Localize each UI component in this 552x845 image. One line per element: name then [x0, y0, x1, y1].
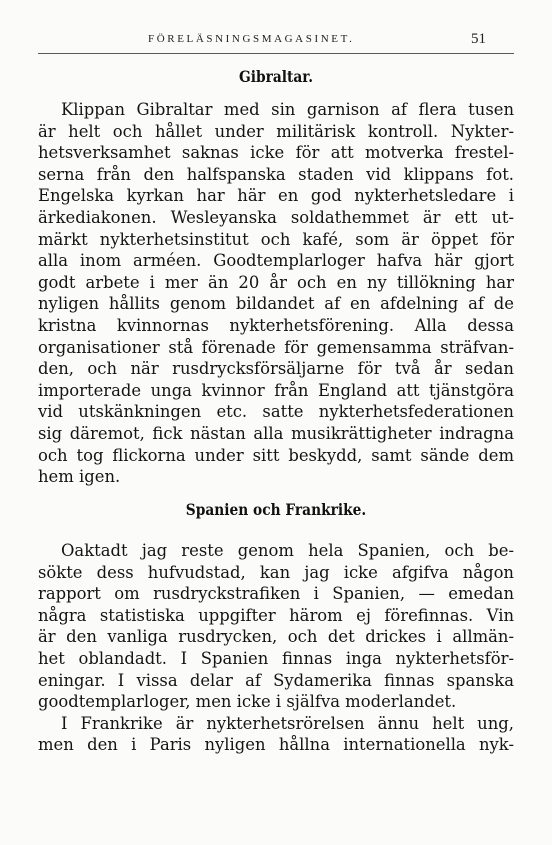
section-heading-spanien-frankrike: Spanien och Frankrike.: [185, 500, 367, 519]
text-line: nyligen hållits genom bildandet af en afdelning af de: [38, 294, 514, 314]
text-line: är helt och hållet under militärisk kontroll. Nykter-: [38, 121, 514, 141]
text-line: sig däremot, fick nästan alla musikrättigheter indragna: [38, 423, 514, 443]
text-line: märkt nykterhetsinstitut och kafé, som är öppet för: [38, 229, 514, 249]
text-line: goodtemplarloger, men icke i själfva moderlandet.: [38, 692, 457, 712]
text-line: men den i Paris nyligen hållna internationella nyk-: [38, 735, 514, 755]
header-rule: [38, 53, 514, 54]
page-number: 51: [471, 31, 486, 47]
running-title: FÖRELÄSNINGSMAGASINET.: [148, 33, 355, 45]
paragraph-gibraltar: [38, 99, 514, 488]
text-line: hetsverksamhet saknas icke för att motverka frestel-: [38, 143, 514, 163]
text-line: är den vanliga rusdrycken, och det drickes i allmän-: [38, 627, 514, 647]
text-line: några statistiska uppgifter härom ej förefinnas. Vin: [38, 605, 514, 625]
text-line: kristna kvinnornas nykterhetsförening. Alla dessa: [38, 315, 514, 335]
text-line: I Frankrike är nykterhetsrörelsen ännu helt ung,: [61, 713, 514, 733]
text-line: rapport om rusdryckstrafiken i Spanien, — emedan: [38, 584, 514, 604]
text-line: het oblandadt. I Spanien finnas inga nykterhetsför-: [38, 648, 514, 668]
section-heading-gibraltar: Gibraltar.: [238, 67, 314, 86]
text-line: sökte dess hufvudstad, kan jag icke afgifva någon: [38, 562, 514, 582]
text-line: godt arbete i mer än 20 år och en ny tillökning har: [38, 272, 514, 292]
text-line: hem igen.: [38, 467, 121, 487]
text-line: organisationer stå förenade för gemensamma sträfvan-: [38, 337, 514, 357]
text-line: vid utskänkningen etc. satte nykterhetsfederationen: [38, 402, 514, 422]
paragraphs-spanien-frankrike: [38, 540, 514, 756]
text-line: serna från den halfspanska staden vid klippans fot.: [38, 164, 514, 184]
text-line: ärkediakonen. Wesleyanska soldathemmet är ett ut-: [38, 207, 514, 227]
text-line: eningar. I vissa delar af Sydamerika finnas spanska: [38, 670, 514, 690]
text-line: importerade unga kvinnor från England att tjänstgöra: [38, 380, 514, 400]
text-line: den, och när rusdrycksförsäljarne för två år sedan: [38, 359, 514, 379]
text-line: Klippan Gibraltar med sin garnison af flera tusen: [61, 100, 514, 119]
text-line: alla inom arméen. Goodtemplarloger hafva här gjort: [38, 251, 514, 271]
text-line: Engelska kyrkan har här en god nykterhetsledare i: [38, 186, 514, 206]
text-line: och tog flickorna under sitt beskydd, samt sände dem: [38, 445, 514, 465]
text-line: Oaktadt jag reste genom hela Spanien, och be-: [61, 541, 514, 560]
